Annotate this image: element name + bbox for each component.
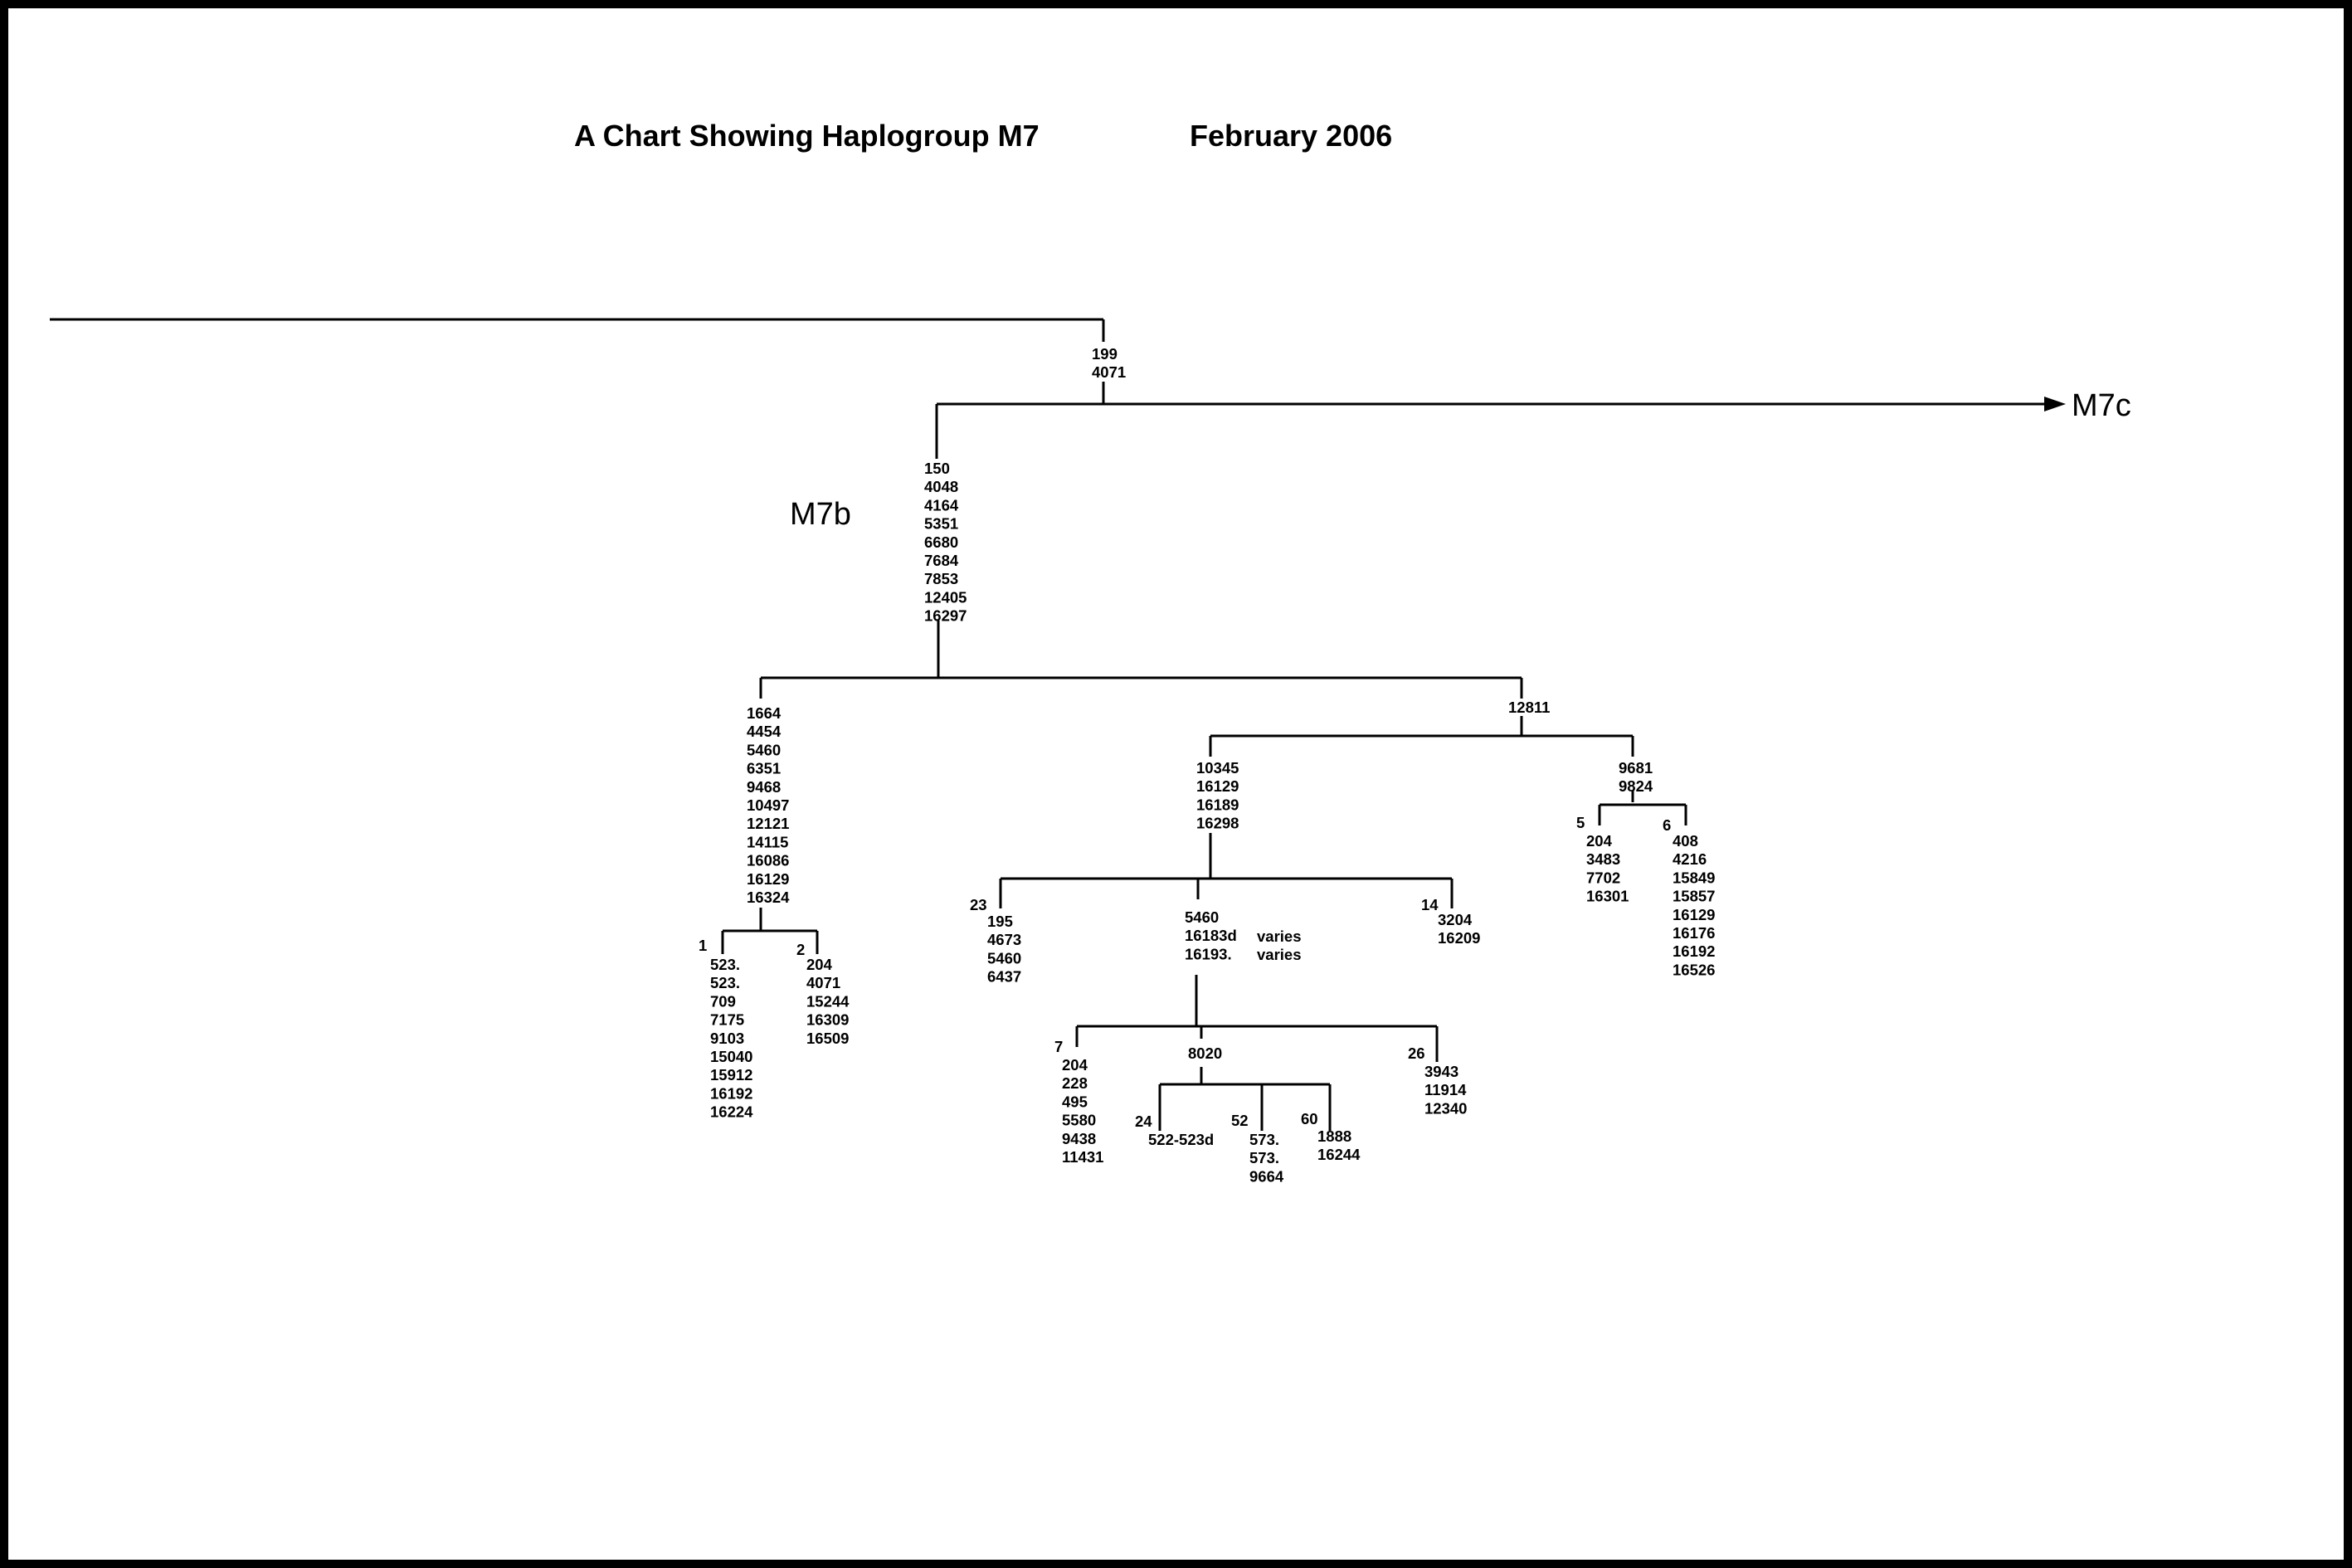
mutation-label: 4454	[747, 723, 782, 741]
chart-date: February 2006	[1190, 119, 1393, 153]
leaf-number: 5	[1576, 814, 1585, 831]
leaf-24	[1135, 1113, 1214, 1148]
mutations-right-branch	[1508, 699, 1550, 716]
mutation-label: 16244	[1317, 1146, 1361, 1164]
m7c-label: M7c	[2072, 388, 2131, 423]
leaf-6	[1663, 816, 1715, 978]
mutation-label: 573.	[1249, 1149, 1280, 1167]
leaf-number: 52	[1231, 1112, 1249, 1129]
mutation-label: 15912	[710, 1066, 753, 1084]
chart-title: A Chart Showing Haplogroup M7	[574, 119, 1040, 153]
mutation-label: 9664	[1249, 1167, 1284, 1186]
mutation-label: 8020	[1188, 1045, 1223, 1062]
mutation-label: 3204	[1438, 911, 1473, 928]
mutations-left-branch	[747, 704, 790, 906]
mutation-label: 5580	[1062, 1111, 1097, 1129]
mutation-label: 16301	[1586, 887, 1629, 905]
mutation-label: 7684	[924, 552, 959, 569]
mutation-label: 228	[1062, 1074, 1088, 1093]
mutation-label: varies	[1257, 928, 1302, 945]
mutation-label: 16309	[806, 1010, 850, 1029]
leaf-1	[699, 937, 753, 1121]
mutation-label: 195	[987, 913, 1013, 930]
mutation-label: 16298	[1196, 814, 1239, 832]
mutation-label: 6437	[987, 967, 1022, 986]
mutation-label: 9103	[710, 1029, 745, 1047]
mutations-root	[1092, 345, 1126, 381]
tree-lines	[50, 319, 2066, 1131]
mutation-label: 16509	[806, 1029, 850, 1047]
mutations-sub-mid-notes	[1257, 928, 1302, 963]
mutation-label: 3943	[1424, 1063, 1459, 1080]
mutation-label: 12340	[1424, 1099, 1468, 1118]
mutation-label: 12121	[747, 815, 790, 833]
mutation-label: 150	[924, 460, 950, 477]
mutation-label: 14115	[747, 833, 789, 851]
mutation-label: 204	[1062, 1056, 1088, 1074]
mutation-label: varies	[1257, 946, 1302, 964]
mutation-label: 7175	[710, 1010, 745, 1029]
mutation-label: 16297	[924, 606, 967, 625]
mutation-label: 12811	[1508, 699, 1551, 716]
mutation-label: 9468	[747, 777, 782, 796]
leaf-number: 26	[1408, 1045, 1425, 1062]
mutation-label: 1888	[1317, 1127, 1352, 1145]
mutation-label: 4071	[806, 974, 841, 992]
mutations-sub-mid	[1185, 908, 1237, 962]
mutations-sub-a	[1196, 759, 1239, 832]
leaf-number: 7	[1054, 1038, 1064, 1055]
mutation-label: 5351	[924, 514, 959, 533]
mutation-label: 523.	[710, 956, 741, 973]
mutation-label: 15244	[806, 992, 850, 1010]
leaf-5	[1576, 814, 1629, 905]
mutation-label: 573.	[1249, 1131, 1280, 1148]
mutation-label: 4216	[1673, 850, 1707, 869]
mutation-label: 16129	[1196, 777, 1239, 796]
mutation-label: 12405	[924, 588, 967, 606]
mutation-label: 15849	[1673, 869, 1716, 887]
mutation-label: 495	[1062, 1093, 1088, 1111]
leaf-52	[1231, 1112, 1284, 1185]
mutations-sub-b	[1619, 759, 1653, 795]
m7b-label: M7b	[790, 497, 851, 532]
mutation-label: 16189	[1196, 796, 1239, 814]
leaf-number: 60	[1301, 1110, 1318, 1127]
mutation-label: 16183d	[1185, 927, 1237, 945]
mutation-label: 7853	[924, 570, 959, 588]
mutation-label: 16086	[747, 851, 790, 869]
mutation-label: 16192	[1673, 942, 1716, 961]
mutation-label: 4048	[924, 478, 959, 496]
mutation-label: 1664	[747, 704, 782, 722]
mutation-label: 7702	[1586, 869, 1621, 887]
mutation-label: 11914	[1424, 1081, 1467, 1099]
mutation-label: 204	[806, 956, 832, 973]
mutation-label: 5460	[987, 949, 1022, 967]
mutation-label: 4164	[924, 496, 959, 514]
mutation-label: 16224	[710, 1103, 753, 1121]
mutation-label: 11431	[1062, 1148, 1104, 1166]
mutation-label: 5460	[1185, 908, 1220, 926]
mutation-label: 16129	[1673, 905, 1716, 923]
mutations-8020	[1188, 1045, 1222, 1062]
mutation-label: 10345	[1196, 759, 1239, 777]
leaf-number: 24	[1135, 1113, 1152, 1130]
mutation-label: 16193.	[1185, 945, 1232, 963]
mutation-label: 9438	[1062, 1129, 1097, 1147]
mutation-label: 16192	[710, 1084, 753, 1103]
mutation-label: 709	[710, 992, 736, 1010]
leaf-7	[1054, 1038, 1103, 1166]
leaf-23	[970, 896, 1021, 986]
leaf-number: 6	[1663, 816, 1672, 834]
mutation-label: 5460	[747, 741, 782, 759]
m7c-arrow-icon	[2044, 397, 2066, 411]
mutation-label: 16129	[747, 869, 790, 888]
mutation-label: 523.	[710, 974, 741, 992]
mutation-label: 15040	[710, 1048, 753, 1065]
mutation-label: 15857	[1673, 887, 1716, 905]
mutation-label: 204	[1586, 832, 1612, 850]
mutation-label: 3483	[1586, 850, 1621, 869]
mutation-label: 16176	[1673, 924, 1716, 942]
mutation-label: 6680	[924, 533, 959, 551]
mutation-label: 16209	[1438, 929, 1481, 947]
mutation-label: 522-523d	[1148, 1131, 1215, 1148]
leaf-number: 2	[796, 941, 806, 958]
mutation-label: 16526	[1673, 961, 1716, 979]
mutation-label: 408	[1673, 832, 1698, 850]
mutation-label: 16324	[747, 889, 790, 906]
leaf-number: 14	[1421, 896, 1439, 913]
mutation-label: 4071	[1092, 363, 1127, 382]
leaf-2	[796, 941, 850, 1047]
mutation-label: 4673	[987, 931, 1022, 949]
mutation-label: 6351	[747, 759, 782, 777]
mutation-label: 9824	[1619, 777, 1653, 796]
mutations-m7b	[924, 460, 967, 625]
leaf-number: 1	[699, 937, 708, 954]
mutation-label: 199	[1092, 345, 1118, 363]
mutation-label: 10497	[747, 796, 790, 814]
leaf-number: 23	[970, 896, 987, 913]
mutation-label: 9681	[1619, 759, 1653, 777]
